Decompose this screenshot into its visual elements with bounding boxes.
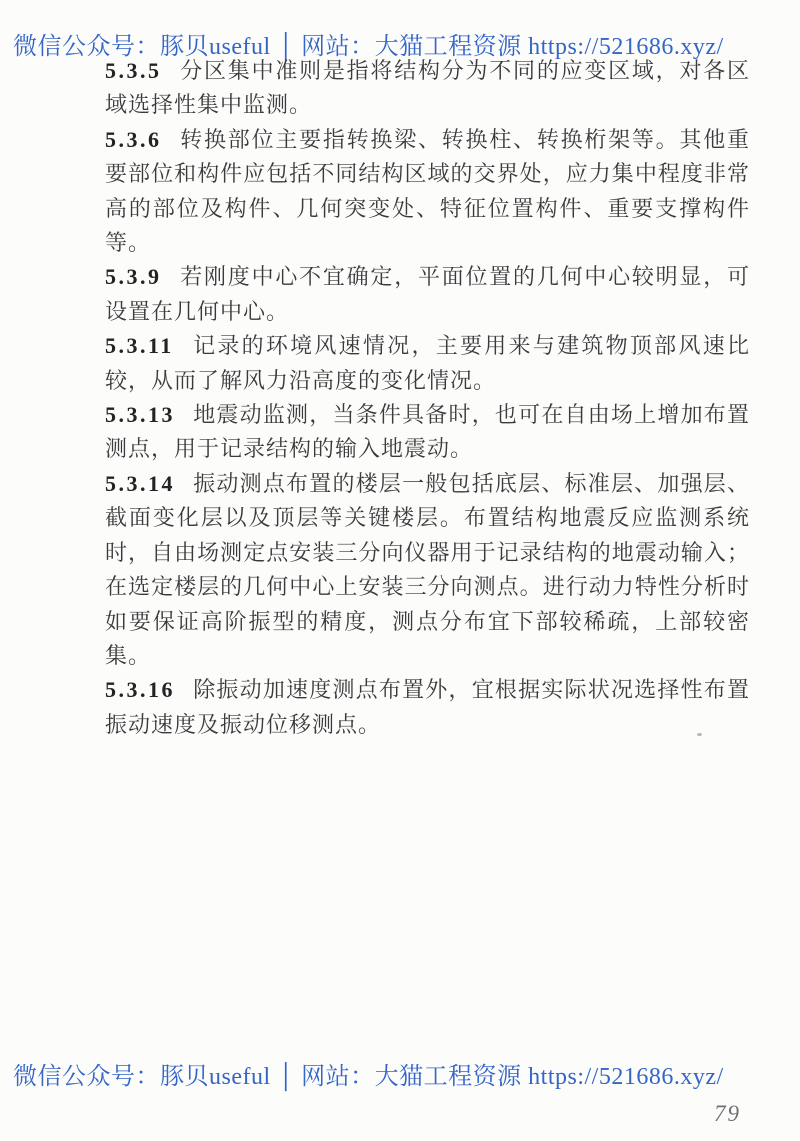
clause-5-3-11	[105, 329, 750, 398]
clause-5-3-6	[105, 123, 750, 261]
clause-5-3-5	[105, 54, 750, 123]
clause-text: 分区集中准则是指将结构分为不同的应变区域，对各区域选择性集中监测。	[105, 58, 750, 118]
clause-text: 转换部位主要指转换梁、转换柱、转换桁架等。其他重要部位和构件应包括不同结构区域的交界处，应力集中程度非常高的部位及构件、几何突变处、特征位置构件、重要支撑构件等。	[105, 126, 750, 256]
clause-number: 5.3.6	[105, 126, 162, 152]
watermark-top: 微信公众号：豚贝useful │ 网站：大猫工程资源 https://521686.xyz/	[13, 34, 724, 60]
scan-speck-artifact	[697, 733, 702, 736]
watermark-bottom: 微信公众号：豚贝useful │ 网站：大猫工程资源 https://521686.xyz/	[13, 1064, 724, 1090]
clause-text: 地震动监测，当条件具备时，也可在自由场上增加布置测点，用于记录结构的输入地震动。	[105, 402, 750, 462]
document-body	[105, 54, 750, 742]
clause-5-3-13	[105, 398, 750, 467]
clause-5-3-16	[105, 673, 750, 742]
clause-text: 若刚度中心不宜确定，平面位置的几何中心较明显，可设置在几何中心。	[105, 264, 750, 324]
clause-number: 5.3.11	[105, 333, 174, 359]
clause-number: 5.3.5	[105, 58, 162, 83]
clause-number: 5.3.14	[105, 470, 175, 496]
clause-number: 5.3.13	[105, 402, 175, 428]
clause-text: 振动测点布置的楼层一般包括底层、标准层、加强层、截面变化层以及顶层等关键楼层。布置结构地震反应监测系统时，自由场测定点安装三分向仪器用于记录结构的地震动输入；在选定楼层的几何中心上安装三分向测点。进行动力特性分析时如要保证高阶振型的精度，测点分布宜下部较稀疏，上部较密集。	[105, 470, 750, 668]
page-number: 79	[714, 1101, 741, 1126]
clause-number: 5.3.16	[105, 677, 175, 703]
clause-text: 除振动加速度测点布置外，宜根据实际状况选择性布置振动速度及振动位移测点。	[105, 677, 750, 737]
clause-5-3-14	[105, 467, 750, 673]
clause-number: 5.3.9	[105, 264, 162, 290]
clause-text: 记录的环境风速情况，主要用来与建筑物顶部风速比较，从而了解风力沿高度的变化情况。	[105, 333, 750, 393]
clause-5-3-9	[105, 260, 750, 329]
